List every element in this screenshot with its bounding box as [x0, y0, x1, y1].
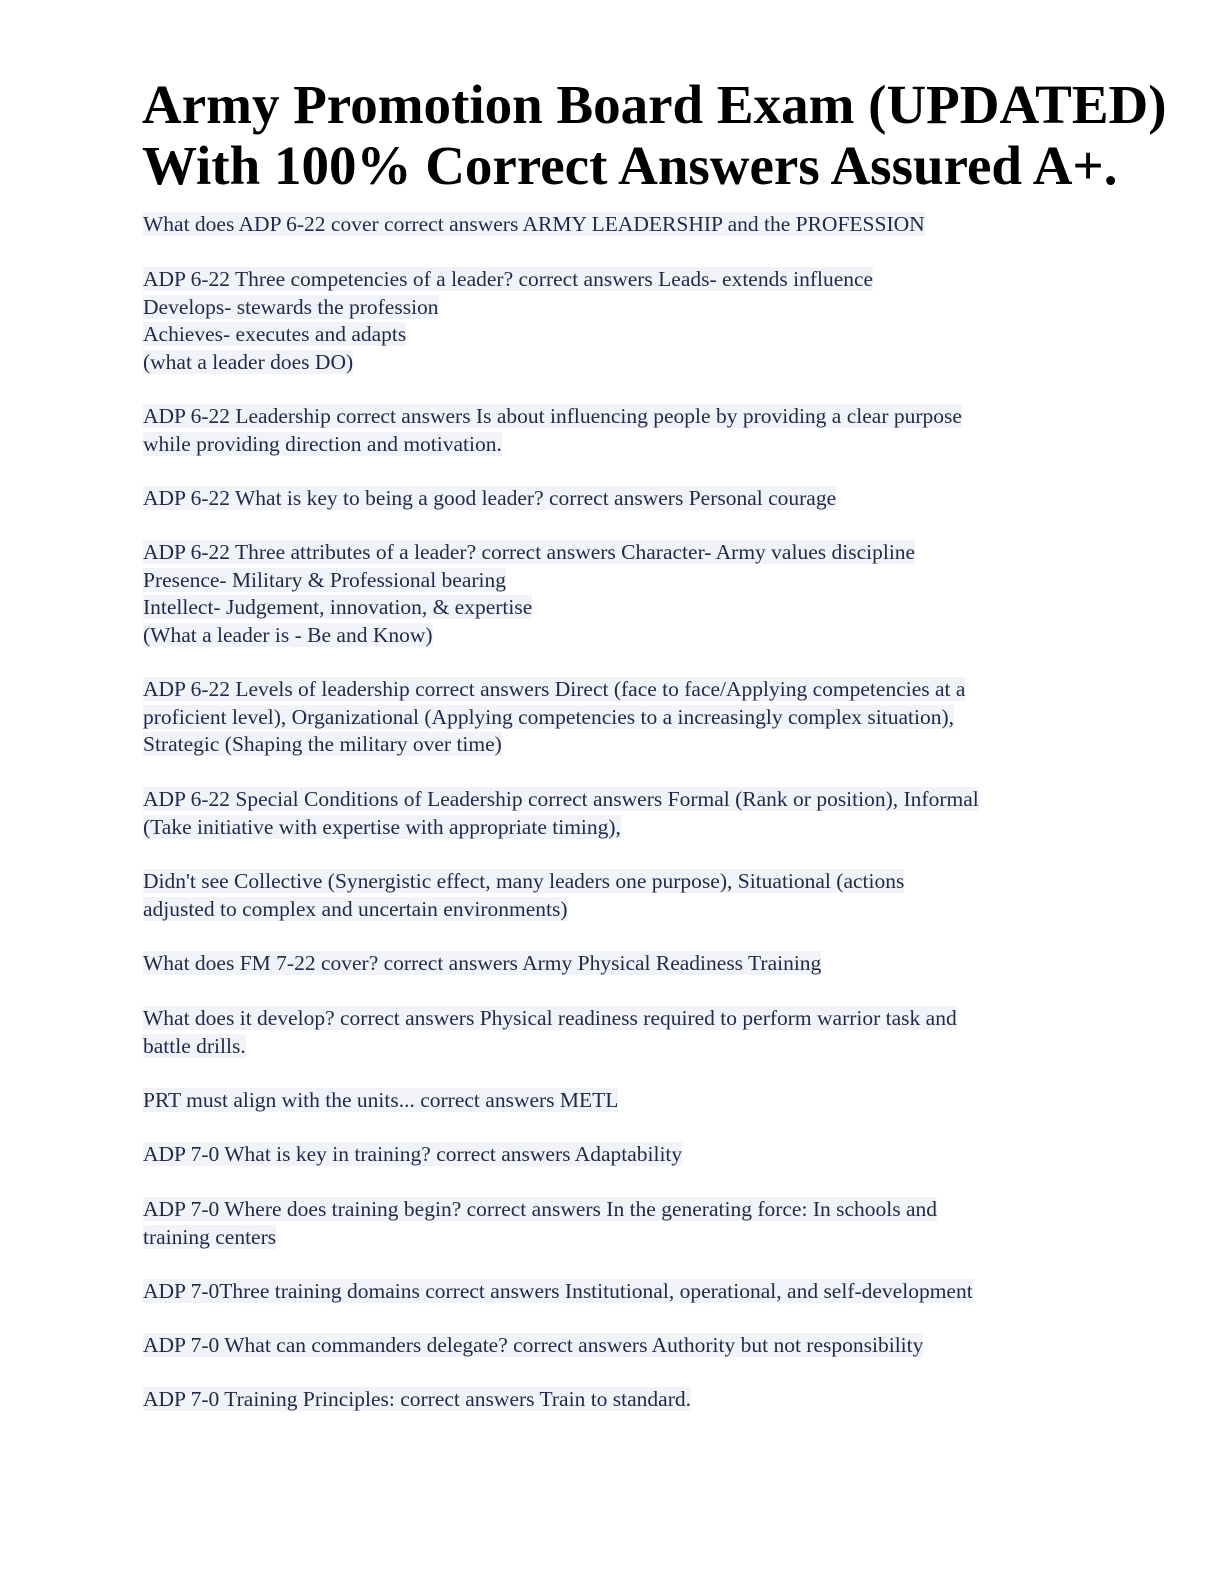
qa-item: [143, 266, 1083, 376]
qa-text: What does it develop? correct answers Physical readiness required to perform warrior task and: [143, 1006, 957, 1030]
qa-text: ADP 6-22 What is key to being a good leader? correct answers Personal courage: [143, 486, 837, 510]
qa-text: ADP 6-22 Levels of leadership correct answers Direct (face to face/Applying competencies at a: [143, 677, 966, 701]
qa-item: [143, 950, 1083, 978]
title-line-2: With 100% Correct Answers Assured A+.: [142, 135, 1118, 196]
qa-text: What does FM 7-22 cover? correct answers Army Physical Readiness Training: [143, 951, 822, 975]
page-title: [142, 74, 1212, 196]
qa-item: [143, 211, 1083, 239]
qa-item: [143, 485, 1083, 513]
qa-text: Presence- Military & Professional bearing: [143, 567, 507, 592]
title-line-1: Army Promotion Board Exam (UPDATED): [142, 74, 1167, 135]
qa-text: What does ADP 6-22 cover correct answers ARMY LEADERSHIP and the PROFESSION: [143, 212, 925, 236]
qa-text: Achieves- executes and adapts: [143, 322, 407, 346]
qa-text: ADP 7-0 Training Principles: correct answers Train to standard.: [143, 1387, 691, 1411]
qa-item: [143, 1087, 1083, 1115]
qa-text: adjusted to complex and uncertain environments): [143, 896, 568, 921]
qa-text: PRT must align with the units... correct answers METL: [143, 1088, 619, 1112]
qa-item: [143, 1005, 1083, 1060]
qa-item: [143, 1196, 1083, 1251]
qa-item: [143, 403, 1083, 458]
qa-text: ADP 7-0 What is key in training? correct answers Adaptability: [143, 1142, 683, 1166]
qa-text: while providing direction and motivation.: [143, 431, 502, 456]
qa-item: [143, 1141, 1083, 1169]
qa-text: ADP 7-0 What can commanders delegate? correct answers Authority but not responsibility: [143, 1333, 924, 1357]
qa-text: ADP 6-22 Leadership correct answers Is about influencing people by providing a clear purpose: [143, 404, 962, 428]
qa-text: Didn't see Collective (Synergistic effect, many leaders one purpose), Situational (actions: [143, 869, 905, 893]
qa-text: ADP 6-22 Three attributes of a leader? correct answers Character- Army values discipline: [143, 540, 916, 564]
qa-text: battle drills.: [143, 1033, 246, 1058]
qa-item: [143, 1278, 1083, 1306]
qa-text: ADP 7-0Three training domains correct answers Institutional, operational, and self-development: [143, 1279, 973, 1303]
qa-item: [143, 539, 1083, 649]
qa-item: [143, 868, 1083, 923]
qa-item: [143, 1386, 1083, 1414]
qa-text: ADP 7-0 Where does training begin? correct answers In the generating force: In schools and: [143, 1197, 938, 1221]
qa-text: (Take initiative with expertise with appropriate timing),: [143, 814, 621, 839]
qa-item: [143, 1332, 1083, 1360]
qa-item: [143, 676, 1083, 759]
qa-text: proficient level), Organizational (Applying competencies to a increasingly complex situation),: [143, 704, 954, 729]
qa-text: (what a leader does DO): [143, 349, 354, 374]
qa-text: ADP 6-22 Three competencies of a leader? correct answers Leads- extends influence: [143, 267, 874, 291]
qa-text: (What a leader is - Be and Know): [143, 622, 433, 647]
qa-text: Strategic (Shaping the military over time): [143, 732, 502, 756]
qa-item: [143, 786, 1083, 841]
qa-text: Develops- stewards the profession: [143, 294, 439, 319]
qa-text: ADP 6-22 Special Conditions of Leadership correct answers Formal (Rank or position), Informal: [143, 787, 979, 811]
qa-text: training centers: [143, 1224, 277, 1249]
qa-text: Intellect- Judgement, innovation, & expertise: [143, 595, 533, 619]
